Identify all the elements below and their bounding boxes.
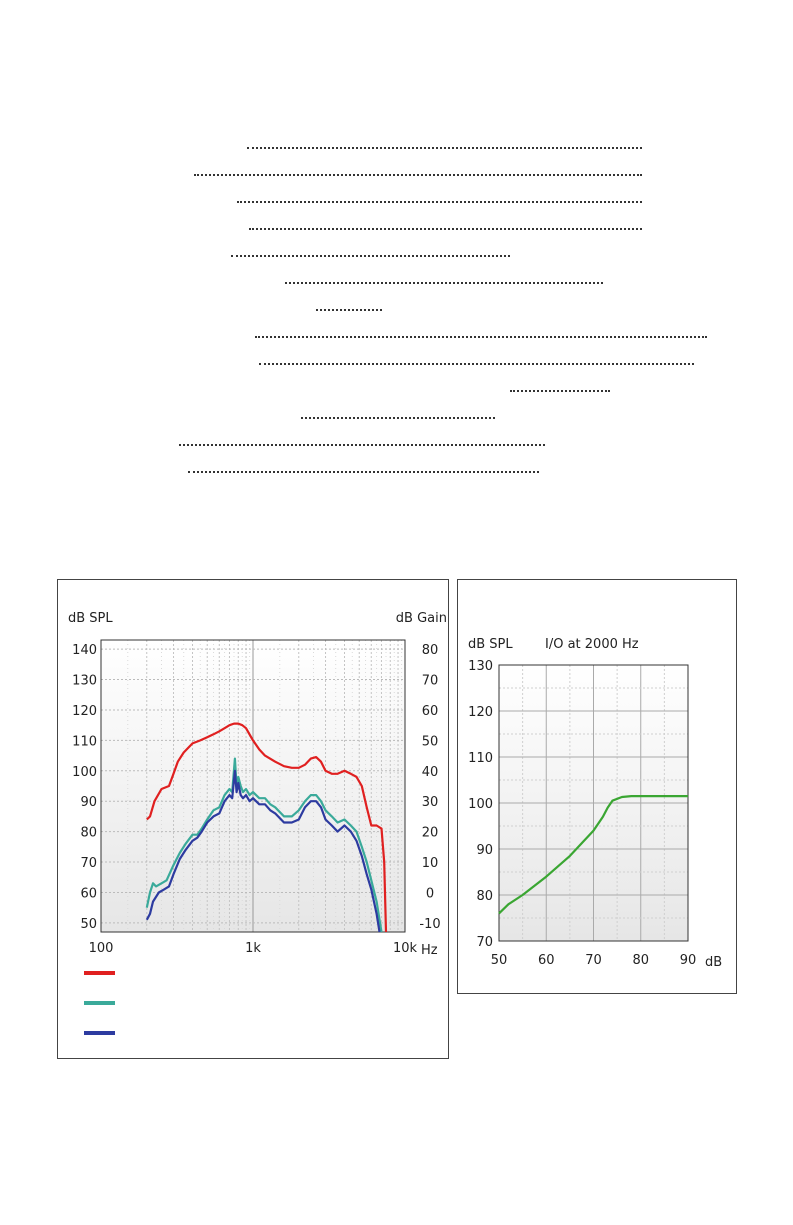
spec-row bbox=[247, 137, 642, 149]
y2-tick-label: 70 bbox=[421, 673, 439, 689]
dot-leader bbox=[179, 434, 545, 446]
dot-leader bbox=[259, 353, 694, 365]
y-tick-label: 70 bbox=[80, 856, 97, 872]
legend-swatch-teal bbox=[84, 1001, 115, 1005]
dot-leader bbox=[249, 218, 642, 230]
frequency-response-panel bbox=[57, 579, 449, 1059]
x-axis-label: dB bbox=[705, 955, 723, 970]
y2-tick-label: 20 bbox=[421, 825, 439, 841]
spec-row bbox=[259, 353, 694, 365]
dot-leader bbox=[316, 299, 382, 311]
y-tick-label: 100 bbox=[468, 797, 493, 812]
frequency-response-chart bbox=[58, 580, 448, 1058]
dot-leader bbox=[285, 272, 603, 284]
spec-row bbox=[301, 407, 495, 419]
spec-row bbox=[249, 218, 642, 230]
spec-row bbox=[285, 272, 603, 284]
x-axis-label: Hz bbox=[421, 943, 438, 958]
y-tick-label: 120 bbox=[468, 705, 493, 720]
dot-leader bbox=[247, 137, 642, 149]
y-tick-label: 120 bbox=[72, 703, 97, 719]
y2-tick-label: 0 bbox=[425, 886, 435, 902]
x-tick-label: 80 bbox=[632, 953, 650, 968]
dot-leader bbox=[237, 191, 642, 203]
spec-row bbox=[255, 326, 707, 338]
y-axis-label: dB SPL bbox=[68, 611, 113, 626]
x-tick-label: 60 bbox=[537, 953, 555, 968]
y-tick-label: 80 bbox=[80, 825, 97, 841]
y-tick-label: 110 bbox=[72, 734, 97, 750]
dot-leader bbox=[194, 164, 642, 176]
x-tick-label: 90 bbox=[679, 953, 697, 968]
spec-row bbox=[194, 164, 642, 176]
spec-row bbox=[188, 461, 539, 473]
y2-tick-label: 50 bbox=[421, 734, 439, 750]
y2-tick-label: 40 bbox=[421, 764, 439, 780]
chart-title: I/O at 2000 Hz bbox=[545, 637, 639, 652]
y-tick-label: 90 bbox=[80, 795, 97, 811]
y-tick-label: 60 bbox=[80, 886, 97, 902]
y2-tick-label: 80 bbox=[421, 643, 439, 659]
specification-list bbox=[0, 0, 793, 500]
dot-leader bbox=[510, 380, 610, 392]
y2-tick-label: 10 bbox=[421, 856, 439, 872]
y2-tick-label: -10 bbox=[419, 916, 441, 932]
dot-leader bbox=[255, 326, 707, 338]
legend-swatch-blue bbox=[84, 1031, 115, 1035]
spec-row bbox=[179, 434, 545, 446]
x-tick-label: 50 bbox=[490, 953, 508, 968]
y-tick-label: 140 bbox=[72, 643, 97, 659]
x-tick-label: 10k bbox=[392, 941, 418, 956]
y-tick-label: 100 bbox=[72, 764, 97, 780]
y-tick-label: 130 bbox=[72, 673, 97, 689]
dot-leader bbox=[188, 461, 539, 473]
spec-row bbox=[237, 191, 642, 203]
dot-leader bbox=[301, 407, 495, 419]
x-tick-label: 1k bbox=[245, 941, 261, 956]
legend-swatch-red bbox=[84, 971, 115, 975]
y-tick-label: 130 bbox=[468, 659, 493, 674]
io-curve-chart bbox=[458, 580, 736, 993]
io-curve-panel bbox=[457, 579, 737, 994]
y-tick-label: 110 bbox=[468, 751, 493, 766]
y-axis-label: dB SPL bbox=[468, 637, 513, 652]
spec-row bbox=[316, 299, 382, 311]
y-tick-label: 50 bbox=[80, 916, 97, 932]
y-tick-label: 70 bbox=[476, 935, 493, 950]
y-tick-label: 90 bbox=[476, 843, 493, 858]
dot-leader bbox=[231, 245, 510, 257]
x-tick-label: 100 bbox=[88, 941, 114, 956]
spec-row bbox=[510, 380, 610, 392]
y2-axis-label: dB Gain bbox=[395, 611, 447, 626]
x-tick-label: 70 bbox=[585, 953, 602, 968]
spec-row bbox=[231, 245, 510, 257]
y2-tick-label: 30 bbox=[421, 795, 439, 811]
y-tick-label: 80 bbox=[476, 889, 493, 904]
y2-tick-label: 60 bbox=[421, 703, 439, 719]
